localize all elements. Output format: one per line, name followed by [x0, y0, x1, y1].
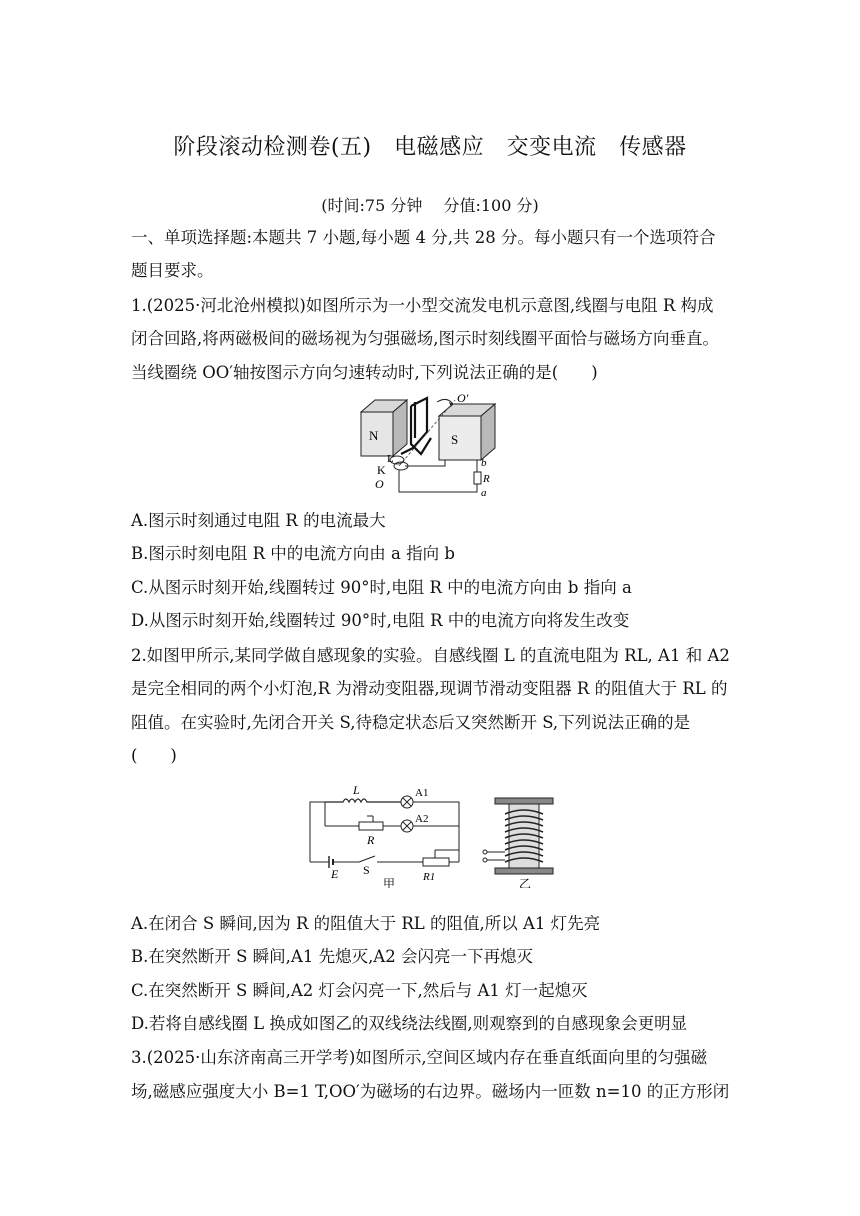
switch-s-label: S — [363, 863, 370, 877]
point-b-label: b — [481, 457, 487, 469]
q1-option-d: D.从图示时刻开始,线圈转过 90°时,电阻 R 中的电流方向将发生改变 — [131, 611, 630, 630]
page-title: 阶段滚动检测卷(五) 电磁感应 交变电流 传感器 — [173, 135, 687, 160]
rheostat-r-label: R — [367, 833, 375, 847]
q2-option-b: B.在突然断开 S 瞬间,A1 先熄灭,A2 会闪亮一下再熄灭 — [131, 947, 533, 966]
q2-option-d: D.若将自感线圈 L 换成如图乙的双线绕法线圈,则观察到的自感现象会更明显 — [131, 1014, 688, 1033]
brush-k-label: K — [377, 463, 386, 477]
north-label: N — [369, 428, 379, 443]
q1-stem-line-1: 1.(2025·河北沧州模拟)如图所示为一小型交流发电机示意图,线圈与电阻 R 构成 — [131, 296, 714, 315]
brush-l-label: L — [387, 453, 394, 465]
q1-option-c: C.从图示时刻开始,线圈转过 90°时,电阻 R 中的电流方向由 b 指向 a — [131, 578, 632, 597]
o-label: O — [375, 477, 384, 491]
circuit-wire — [399, 470, 477, 492]
battery-e-label: E — [331, 867, 339, 881]
circuit-jia — [310, 796, 459, 868]
o-prime-label: O′ — [457, 392, 469, 405]
circuit-wire — [405, 460, 477, 472]
resistor-r — [474, 472, 481, 484]
section-heading-line-1: 一、单项选择题:本题共 7 小题,每小题 4 分,共 28 分。每小题只有一个选项符合 — [131, 228, 716, 247]
figure-yi-caption: 乙 — [519, 877, 532, 888]
generator-diagram — [355, 392, 505, 500]
south-label: S — [451, 432, 459, 447]
q1-option-a: A.图示时刻通过电阻 R 的电流最大 — [131, 511, 386, 530]
rheostat-r1-label: R1 — [423, 871, 436, 883]
point-a-label: a — [481, 487, 487, 499]
q1-option-b: B.图示时刻电阻 R 中的电流方向由 a 指向 b — [131, 544, 455, 563]
lamp-a2-label: A2 — [415, 813, 429, 825]
inductor-l-label: L — [353, 783, 360, 797]
q1-stem-line-3: 当线圈绕 OO′轴按图示方向匀速转动时,下列说法正确的是( ) — [131, 363, 598, 382]
north-magnet — [361, 400, 407, 456]
self-inductance-circuit-diagram — [305, 776, 575, 888]
q2-option-c: C.在突然断开 S 瞬间,A2 灯会闪亮一下,然后与 A1 灯一起熄灭 — [131, 981, 588, 1000]
resistor-r-label: R — [483, 473, 490, 485]
q2-stem-line-4: ( ) — [131, 746, 177, 765]
section-heading-line-2: 题目要求。 — [131, 261, 214, 280]
q1-stem-line-2: 闭合回路,将两磁极间的磁场视为匀强磁场,图示时刻线圈平面恰与磁场方向垂直。 — [131, 329, 719, 348]
south-magnet — [439, 404, 495, 460]
bifilar-coil-yi — [483, 798, 553, 874]
q2-stem-line-3: 阻值。在实验时,先闭合开关 S,待稳定状态后又突然断开 S,下列说法正确的是 — [131, 713, 691, 732]
q3-stem-line-2: 场,磁感应强度大小 B=1 T,OO′为磁场的右边界。磁场内一匝数 n=10 的正方形闭 — [131, 1082, 730, 1101]
lamp-a1-label: A1 — [415, 787, 429, 799]
exam-info: (时间:75 分钟 分值:100 分) — [321, 196, 539, 215]
q2-stem-line-1: 2.如图甲所示,某同学做自感现象的实验。自感线圈 L 的直流电阻为 RL, A1 和 A2 — [131, 646, 730, 665]
q2-option-a: A.在闭合 S 瞬间,因为 R 的阻值大于 RL 的阻值,所以 A1 灯先亮 — [131, 914, 601, 933]
q2-stem-line-2: 是完全相同的两个小灯泡,R 为滑动变阻器,现调节滑动变阻器 R 的阻值大于 RL 的 — [131, 679, 728, 698]
q3-stem-line-1: 3.(2025·山东济南高三开学考)如图所示,空间区域内存在垂直纸面向里的匀强磁 — [131, 1048, 708, 1067]
figure-jia-caption: 甲 — [383, 877, 396, 888]
